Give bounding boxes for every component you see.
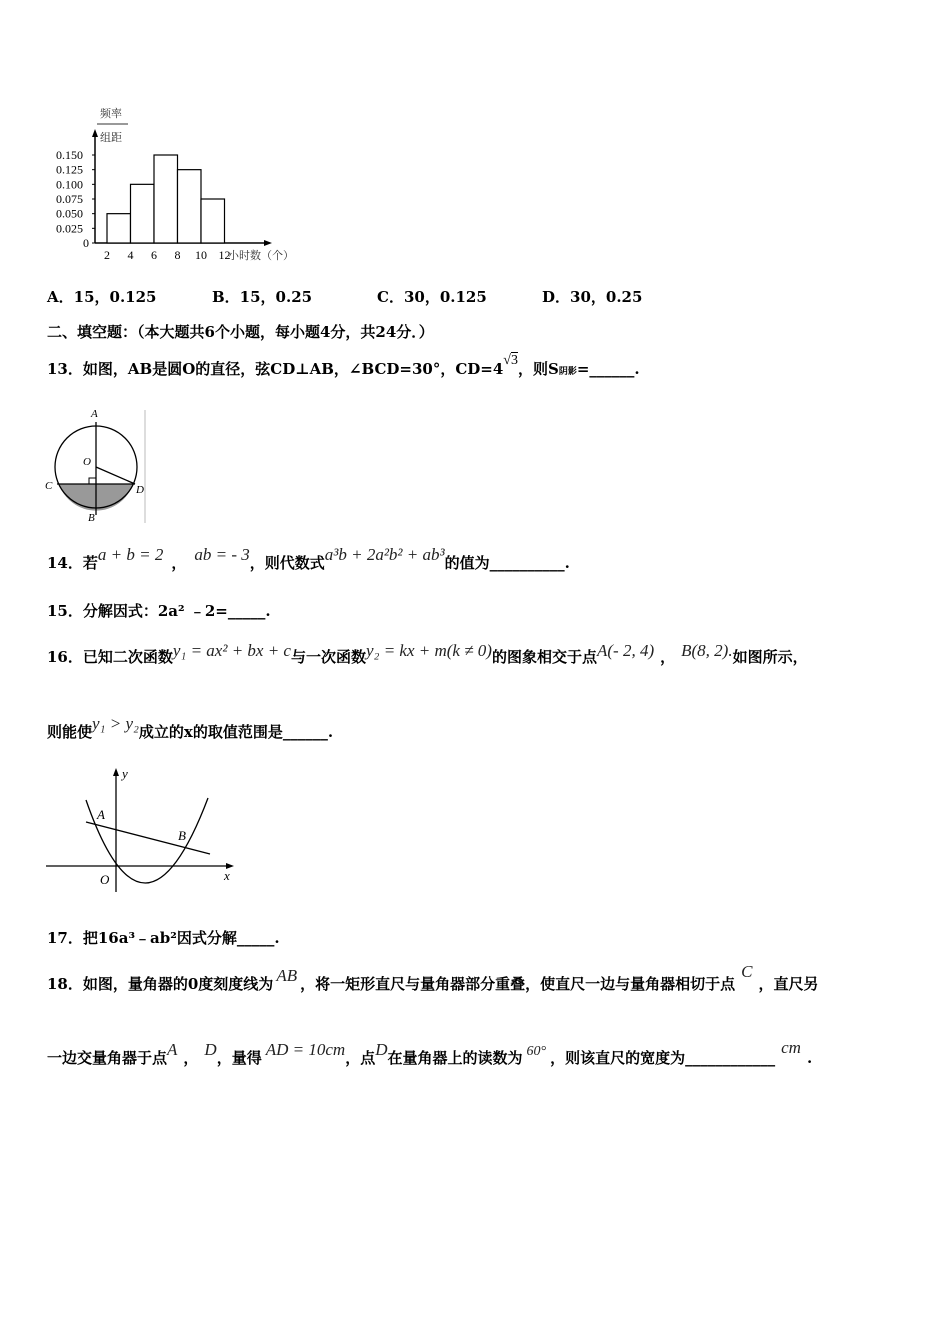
option-d: D．30，0.25 bbox=[542, 288, 643, 306]
label-d: D bbox=[136, 484, 144, 496]
q14-cond2: ab = - 3 bbox=[194, 545, 250, 564]
q13-circle-figure bbox=[42, 405, 150, 525]
label-b: B bbox=[178, 828, 186, 843]
option-c: C．30，0.125 bbox=[377, 288, 487, 306]
y-tick-label: 0.150 bbox=[56, 148, 83, 162]
x-tick-label: 4 bbox=[127, 248, 134, 262]
q18-a: A bbox=[167, 1040, 178, 1059]
section-2-header: 二、填空题：（本大题共6个小题，每小题4分，共24分．） bbox=[47, 323, 434, 341]
q18-line2: 一边交量角器于点A ， D，量得 AD = 10cm，点D在量角器上的读数为 60° ，则该直尺的宽度为____________cm. bbox=[47, 1038, 813, 1067]
line-ab bbox=[86, 822, 210, 854]
q15-text: 15．分解因式：2a² ﹣2=_____. bbox=[47, 602, 271, 620]
segment-od bbox=[96, 467, 135, 484]
x-axis-label: 小时数（个） bbox=[228, 250, 294, 262]
x-tick-label: 10 bbox=[195, 248, 207, 262]
q13-text bbox=[47, 353, 640, 379]
q13-part1: 13．如图，AB是圆O的直径，弦CD⊥AB，∠BCD=30°，CD=4 bbox=[47, 360, 504, 378]
y-axis-label-bottom: 组距 bbox=[100, 132, 122, 144]
y-axis-label-top: 频率 bbox=[100, 108, 122, 120]
q18-d: D bbox=[204, 1040, 217, 1059]
q16-f2: y₂ = kx + m(k ≠ 0) bbox=[366, 641, 492, 660]
q18-d2: D bbox=[375, 1040, 388, 1059]
q16-line2: 则能使y₁ > y₂成立的x的取值范围是______. bbox=[47, 714, 334, 741]
q14-expr: a³b + 2a²b² + ab³ bbox=[324, 545, 445, 564]
x-tick-label: 12 bbox=[218, 248, 231, 262]
y-tick-label: 0.075 bbox=[56, 192, 83, 206]
q13-part2: ，则S bbox=[517, 360, 559, 378]
histogram-bar bbox=[201, 199, 225, 243]
q13-part3: =______. bbox=[576, 360, 640, 378]
q13-sqrt: √3 bbox=[503, 353, 518, 368]
q16-ineq: y₁ > y₂ bbox=[92, 714, 139, 733]
label-a: A bbox=[91, 408, 98, 420]
y-tick-label: 0.025 bbox=[56, 221, 83, 236]
q14-prefix: 14．若 bbox=[47, 554, 98, 572]
q16-f1: y₁ = ax² + bx + c bbox=[172, 641, 291, 660]
q18-line1: 18．如图，量角器的0度刻度线为 AB ，将一矩形直尺与量角器部分重叠，使直尺一边与量角器相切于点C，直尺另 bbox=[47, 962, 819, 993]
q16-line1: 16．已知二次函数y₁ = ax² + bx + c与一次函数y₂ = kx + m(k ≠ 0)的图象相交于点A(- 2, 4) ， B(8, 2).如图所示， bbox=[47, 641, 808, 666]
histogram-chart bbox=[50, 100, 320, 270]
right-angle-mark bbox=[89, 478, 96, 484]
histogram-bar bbox=[131, 184, 155, 243]
histogram-bar bbox=[107, 214, 131, 243]
y-tick-label: 0.050 bbox=[56, 206, 83, 221]
q16-point-b: B(8, 2). bbox=[681, 641, 733, 660]
q14-text: 14．若a + b = 2 ， ab = - 3，则代数式a³b + 2a²b² + ab³的值为__________. bbox=[47, 545, 570, 572]
label-o: O bbox=[83, 456, 91, 468]
q18-ad: AD = 10cm bbox=[265, 1040, 346, 1059]
label-a: A bbox=[97, 807, 105, 822]
q16-point-a: A(- 2, 4) bbox=[596, 641, 655, 660]
label-b: B bbox=[88, 512, 95, 524]
y-axis-arrow bbox=[92, 129, 98, 137]
q17-text: 17．把16a³﹣ab²因式分解_____. bbox=[47, 929, 280, 947]
q13-subscript: 阴影 bbox=[558, 367, 577, 377]
label-x: x bbox=[224, 868, 230, 883]
y-tick-label: 0.100 bbox=[56, 177, 83, 192]
q18-deg: 60° bbox=[526, 1044, 547, 1059]
q16-graph-figure bbox=[42, 762, 242, 894]
x-tick-label: 2 bbox=[104, 248, 110, 262]
q18-ab: AB bbox=[276, 966, 298, 985]
y-tick-label: 0.125 bbox=[56, 162, 83, 177]
x-axis-arrow bbox=[264, 240, 272, 246]
x-tick-label: 8 bbox=[174, 248, 181, 262]
x-tick-label: 6 bbox=[151, 248, 157, 262]
label-o: O bbox=[100, 872, 110, 887]
label-c: C bbox=[45, 480, 53, 492]
option-a: A．15，0.125 bbox=[47, 288, 157, 306]
histogram-bar bbox=[154, 155, 178, 243]
y-tick-label: 0 bbox=[83, 236, 89, 250]
q14-cond1: a + b = 2 bbox=[97, 545, 164, 564]
q14-middle: ，则代数式 bbox=[249, 554, 325, 572]
q14-suffix: 的值为__________. bbox=[444, 554, 570, 572]
histogram-bar bbox=[178, 170, 202, 243]
q18-unit: cm bbox=[781, 1038, 801, 1057]
label-y: y bbox=[122, 766, 128, 781]
q18-c: C bbox=[741, 962, 753, 981]
option-b: B．15，0.25 bbox=[212, 288, 313, 306]
